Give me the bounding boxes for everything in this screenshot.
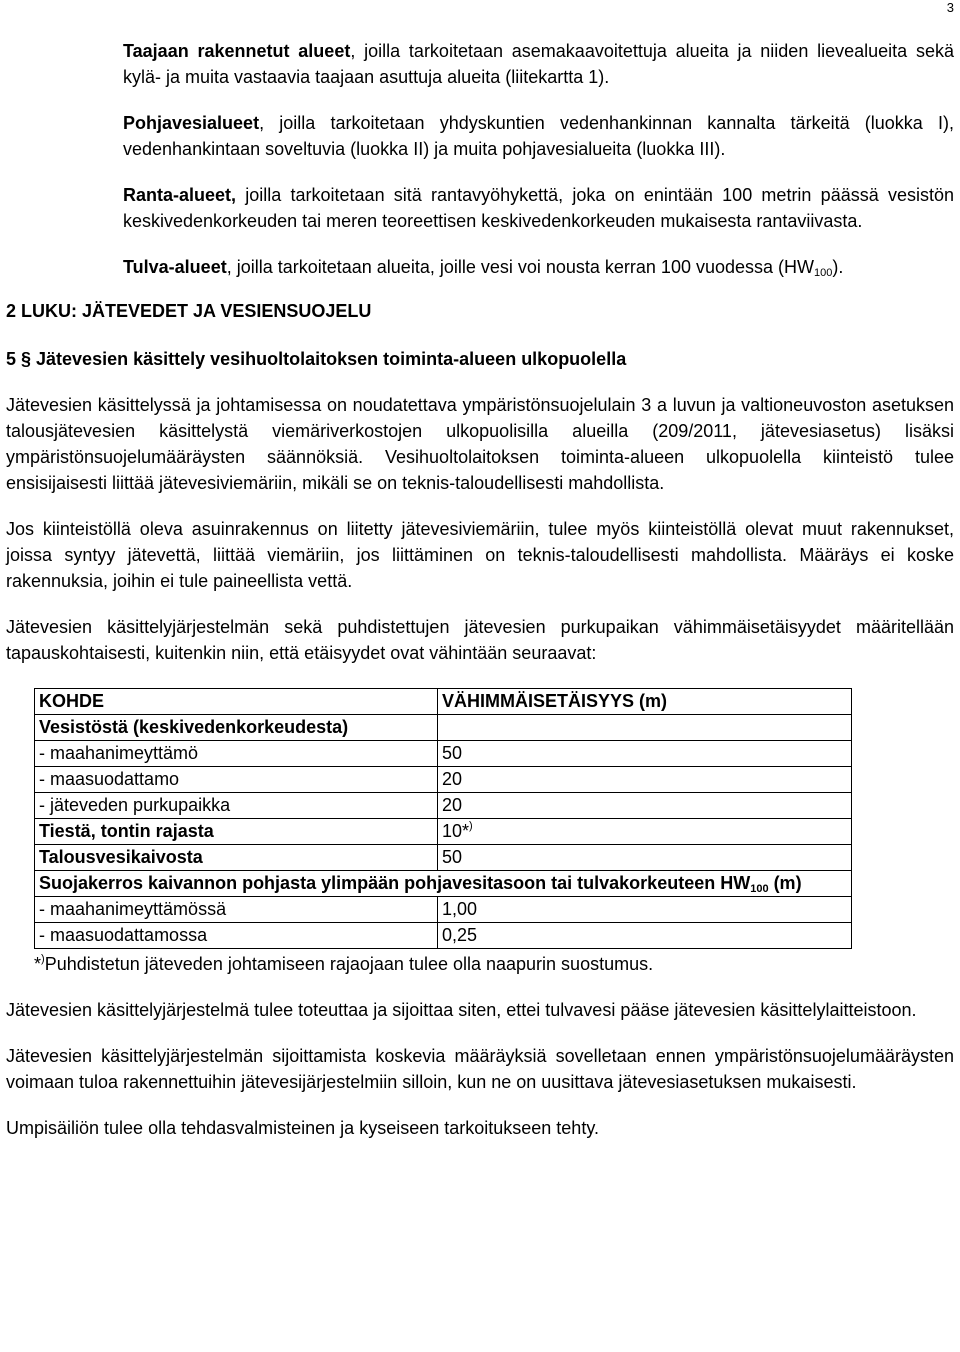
- row-label: - maahanimeyttämössä: [35, 897, 438, 923]
- table-header-row: [35, 689, 852, 715]
- table-row: [35, 871, 852, 897]
- row-value: 50: [438, 845, 852, 871]
- definition-term: Pohjavesialueet: [123, 113, 260, 133]
- definition-term: Tulva-alueet: [123, 257, 227, 277]
- header-distance: VÄHIMMÄISETÄISYYS (m): [438, 689, 852, 715]
- definition-taajama: [123, 38, 954, 90]
- table-row: [35, 715, 852, 741]
- table-row: [35, 845, 852, 871]
- row-value: 50: [438, 741, 852, 767]
- table-row: [35, 741, 852, 767]
- table-row: [35, 767, 852, 793]
- definition-text: joilla tarkoitetaan sitä rantavyöhykettä, joka on enintään 100 metrin päässä vesistön keskivedenkorkeuden tai meren teoreettisen keskivedenkorkeuden mukaisesta rantaviivasta.: [123, 185, 954, 231]
- definition-tail: ).: [832, 257, 844, 277]
- table-row: [35, 897, 852, 923]
- paragraph-6: Umpisäiliön tulee olla tehdasvalmisteinen ja kyseiseen tarkoitukseen tehty.: [6, 1118, 599, 1138]
- chapter-title: 2 LUKU: JÄTEVEDET JA VESIENSUOJELU: [6, 301, 372, 321]
- definition-term: Taajaan rakennetut alueet: [123, 41, 351, 61]
- row-label: - maahanimeyttämö: [35, 741, 438, 767]
- definition-tulva: [123, 254, 954, 280]
- table-row: [35, 819, 852, 845]
- paragraph-4: Jätevesien käsittelyjärjestelmä tulee toteuttaa ja sijoittaa siten, ettei tulvavesi pääse jätevesien käsittelylaitteistoon.: [6, 1000, 917, 1020]
- row-label: Tiestä, tontin rajasta: [35, 819, 438, 845]
- table-cell: [438, 715, 852, 741]
- paragraph-1: Jätevesien käsittelyssä ja johtamisessa on noudatettava ympäristönsuojelulain 3 a luvun ja valtioneuvoston asetuksen talousjätevesien käsittelystä viemäriverkostojen ulkopuolisilla alueilla (209/2011, jätevesiasetus) lisäksi ympäristönsuojelumääräysten säännöksiä. Vesihuoltolaitoksen toiminta-alueen ulkopuolella kiinteistö tulee ensisijaisesti liittää jätevesiviemäriin, mikäli se on teknis-taloudellisesti mahdollista.: [6, 395, 954, 493]
- subscript-100: 100: [814, 267, 833, 279]
- row-label: - maasuodattamossa: [35, 923, 438, 949]
- paragraph-5: Jätevesien käsittelyjärjestelmän sijoittamista koskevia määräyksiä sovelletaan ennen ympäristönsuojelumääräysten voimaan tuloa rakennettuihin jätevesijärjestelmiin silloin, kun ne on uusittava jätevesiasetuksen mukaisesti.: [6, 1046, 954, 1092]
- group-heading: Vesistöstä (keskivedenkorkeudesta): [35, 715, 438, 741]
- section-title: 5 § Jätevesien käsittely vesihuoltolaitoksen toiminta-alueen ulkopuolella: [6, 349, 627, 369]
- header-object: KOHDE: [35, 689, 438, 715]
- definition-pohjavesi: [123, 110, 954, 162]
- document-body: [6, 38, 954, 1141]
- row-value: 0,25: [438, 923, 852, 949]
- definition-term: Ranta-alueet,: [123, 185, 237, 205]
- row-value: 1,00: [438, 897, 852, 923]
- row-value: 20: [438, 767, 852, 793]
- table-row: [35, 793, 852, 819]
- distance-table: [34, 688, 852, 949]
- definition-text: , joilla tarkoitetaan alueita, joille vesi voi nousta kerran 100 vuodessa (HW: [226, 257, 815, 277]
- row-label: - maasuodattamo: [35, 767, 438, 793]
- definition-text: , joilla tarkoitetaan yhdyskuntien vedenhankinnan kannalta tärkeitä (luokka I), vedenhankintaan soveltuvia (luokka II) ja muita pohjavesialueita (luokka III).: [123, 113, 954, 159]
- row-label: - jäteveden purkupaikka: [35, 793, 438, 819]
- definition-ranta: [123, 182, 954, 234]
- row-value: 20: [438, 793, 852, 819]
- group-heading: Suojakerros kaivannon pohjasta ylimpään pohjavesitasoon tai tulvakorkeuteen $HW_{100}$ (m): [35, 871, 852, 897]
- footnote-marker: ): [469, 820, 473, 832]
- paragraph-2: Jos kiinteistöllä oleva asuinrakennus on liitetty jätevesiviemäriin, tulee myös kiinteistöllä olevat muut rakennukset, joissa syntyy jätevettä, liittää viemäriin, jos liittäminen on teknis-taloudellisesti mahdollista. Määräys ei koske rakennuksia, joihin ei tule paineellista vettä.: [6, 519, 954, 591]
- row-value: 10*): [438, 819, 852, 845]
- paragraph-3: Jätevesien käsittelyjärjestelmän sekä puhdistettujen jätevesien purkupaikan vähimmäisetäisyydet määritellään tapauskohtaisesti, kuitenkin niin, että etäisyydet ovat vähintään seuraavat:: [6, 617, 954, 663]
- page-number: 3: [946, 0, 954, 15]
- definition-text: , joilla tarkoitetaan asemakaavoitettuja alueita ja niiden lievealueita sekä kylä- ja muita vastaavia taajaan asuttuja alueita (liitekartta 1).: [123, 41, 954, 87]
- table-footnote: *)Puhdistetun jäteveden johtamiseen rajaojaan tulee olla naapurin suostumus.: [34, 953, 654, 974]
- table-row: [35, 923, 852, 949]
- row-label: Talousvesikaivosta: [35, 845, 438, 871]
